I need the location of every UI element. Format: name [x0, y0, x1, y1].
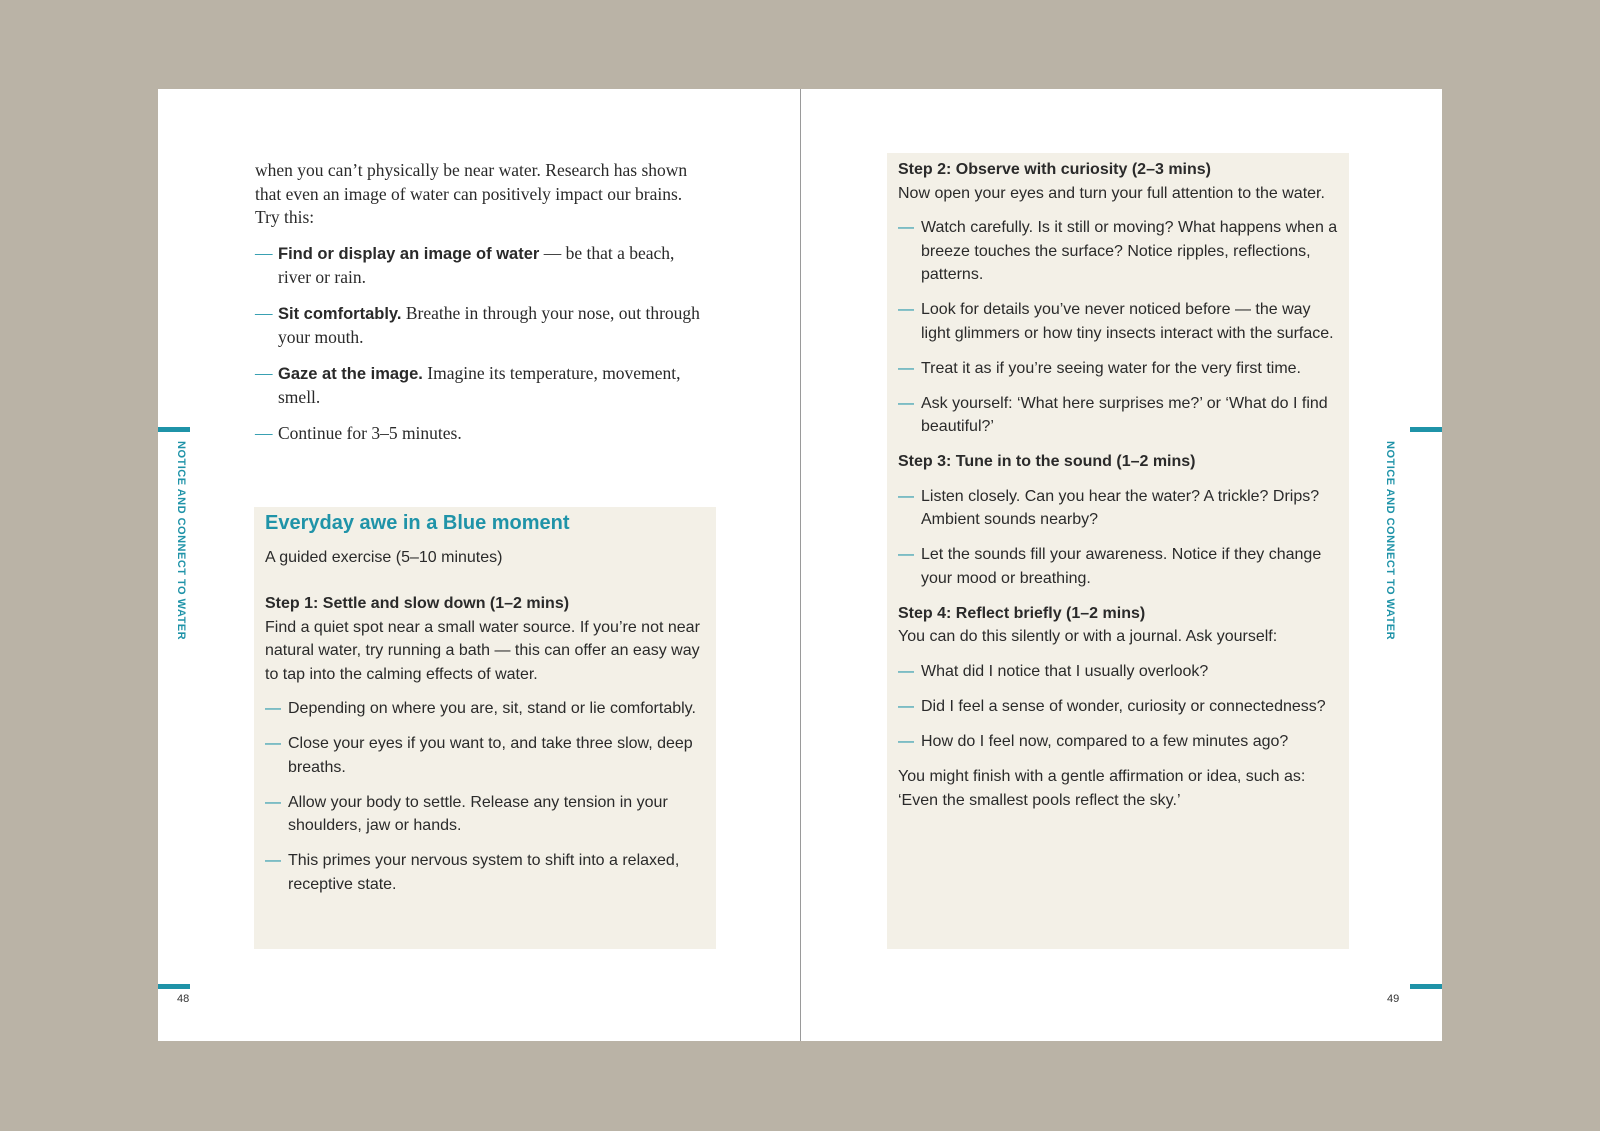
- step-3-list: [898, 485, 1338, 591]
- list-item: — Allow your body to settle. Release any tension in your shoulders, jaw or hands.: [265, 791, 705, 838]
- running-head-left: NOTICE AND CONNECT TO WATER: [175, 441, 187, 641]
- step-2-list: [898, 216, 1338, 439]
- box-subtitle: A guided exercise (5–10 minutes): [265, 548, 503, 566]
- side-tab-marker: [1410, 427, 1442, 432]
- left-page: [158, 89, 800, 1041]
- list-item: — Let the sounds fill your awareness. Notice if they change your mood or breathing.: [898, 543, 1338, 590]
- step-4-title: Step 4: Reflect briefly (1–2 mins): [898, 604, 1146, 622]
- intro-paragraph: when you can’t physically be near water. Research has shown that even an image of water can positively impact our brains. Try this:: [255, 160, 688, 227]
- page-number-left: 48: [177, 993, 190, 1005]
- box-heading: Everyday awe in a Blue moment: [265, 512, 570, 534]
- list-item: — Ask yourself: ‘What here surprises me?’ or ‘What do I find beautiful?’: [898, 392, 1338, 439]
- step-4-list: [898, 660, 1338, 754]
- step-lead: Find or display an image of water: [278, 244, 540, 263]
- step-text: Continue for 3–5 minutes.: [278, 422, 462, 443]
- step-text: — be that a beach, river or rain.: [278, 242, 675, 287]
- running-head-right: NOTICE AND CONNECT TO WATER: [1384, 441, 1396, 641]
- step-text: Imagine its temperature, movement, smell.: [278, 362, 681, 407]
- list-item: [255, 362, 705, 410]
- list-item: — Close your eyes if you want to, and take three slow, deep breaths.: [265, 732, 705, 779]
- list-item: — How do I feel now, compared to a few minutes ago?: [898, 730, 1338, 754]
- step-3-title: Step 3: Tune in to the sound (1–2 mins): [898, 453, 1196, 470]
- page-number-marker: [158, 984, 190, 989]
- list-item: — Look for details you’ve never noticed before — the way light glimmers or how tiny insects interact with the surface.: [898, 298, 1338, 345]
- list-item: [255, 302, 705, 350]
- book-spread: [158, 89, 1442, 1041]
- side-tab-marker: [158, 427, 190, 432]
- list-item: [255, 422, 705, 446]
- page-number-marker: [1410, 984, 1442, 989]
- step-2-text: Now open your eyes and turn your full attention to the water.: [898, 184, 1325, 202]
- list-item: — Listen closely. Can you hear the water? A trickle? Drips? Ambient sounds nearby?: [898, 485, 1338, 532]
- list-item: — Treat it as if you’re seeing water for the very first time.: [898, 357, 1338, 381]
- list-item: — Did I feel a sense of wonder, curiosity or connectedness?: [898, 695, 1338, 719]
- step-1-list: [265, 697, 705, 896]
- step-text: Breathe in through your nose, out through your mouth.: [278, 302, 700, 347]
- step-4-text: You can do this silently or with a journal. Ask yourself:: [898, 628, 1278, 645]
- step-1-text: Find a quiet spot near a small water source. If you’re not near natural water, try running a bath — this can offer an easy way to tap into the calming effects of water.: [265, 618, 700, 683]
- step-lead: Gaze at the image.: [278, 364, 423, 383]
- list-item: — This primes your nervous system to shift into a relaxed, receptive state.: [265, 849, 705, 896]
- intro-section: [255, 159, 705, 457]
- exercise-box-continued: [887, 153, 1349, 949]
- step-1-title: Step 1: Settle and slow down (1–2 mins): [265, 595, 570, 612]
- list-item: — Depending on where you are, sit, stand or lie comfortably.: [265, 697, 705, 721]
- list-item: — Watch carefully. Is it still or moving? What happens when a breeze touches the surface? Notice ripples, reflections, patterns.: [898, 216, 1338, 287]
- intro-steps-list: [255, 242, 705, 446]
- page-number-right: 49: [1387, 993, 1400, 1005]
- list-item: [255, 242, 705, 290]
- list-item: — What did I notice that I usually overlook?: [898, 660, 1338, 684]
- closing-text: You might finish with a gentle affirmation or idea, such as: ‘Even the smallest pools reflect the sky.’: [898, 768, 1306, 809]
- exercise-box: [254, 507, 716, 949]
- step-2-title: Step 2: Observe with curiosity (2–3 mins): [898, 161, 1211, 178]
- step-lead: Sit comfortably.: [278, 304, 402, 323]
